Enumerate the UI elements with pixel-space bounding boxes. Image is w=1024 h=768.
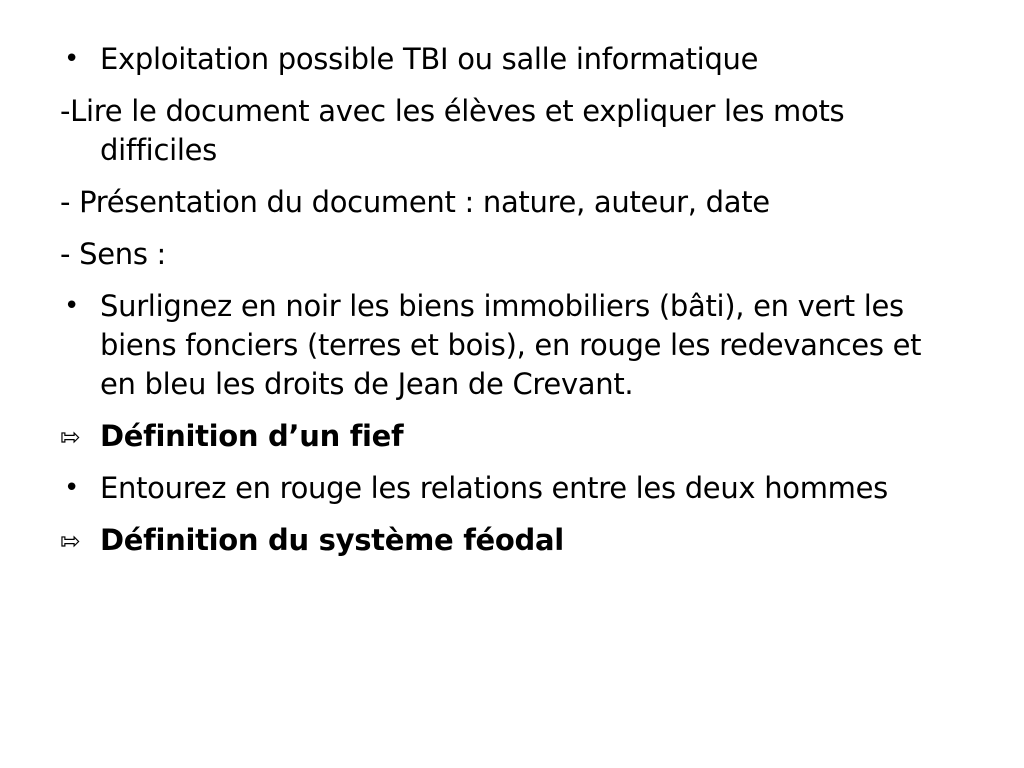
list-item-text: Exploitation possible TBI ou salle informatique — [100, 42, 759, 76]
bullet-icon: • — [64, 44, 80, 74]
list-item-text: Définition du système féodal — [100, 523, 564, 557]
bullet-icon: • — [64, 473, 80, 503]
list-item-entourez — [60, 469, 964, 508]
list-item-definition-systeme — [60, 521, 964, 560]
list-item-lire — [60, 92, 964, 170]
list-item-text: Définition d’un fief — [100, 419, 404, 453]
list-item-text: - Sens : — [60, 237, 167, 271]
list-item-text: Surlignez en noir les biens immobiliers (bâti), en vert les biens fonciers (terres et bois), en rouge les redevances et en bleu les droits de Jean de Crevant. — [100, 289, 922, 401]
list-item-presentation — [60, 183, 964, 222]
arrow-icon: ⇰ — [60, 423, 80, 451]
list-item-text: - Présentation du document : nature, auteur, date — [60, 185, 770, 219]
list-item-surlignez — [60, 287, 964, 404]
bullet-icon: • — [64, 291, 80, 321]
list-item-definition-fief — [60, 417, 964, 456]
list-item-exploitation — [60, 40, 964, 79]
list-item-text: -Lire le document avec les élèves et expliquer les mots difficiles — [60, 94, 845, 167]
list-item-text: Entourez en rouge les relations entre les deux hommes — [100, 471, 888, 505]
content-list — [60, 40, 964, 560]
arrow-icon: ⇰ — [60, 527, 80, 555]
list-item-sens — [60, 235, 964, 274]
